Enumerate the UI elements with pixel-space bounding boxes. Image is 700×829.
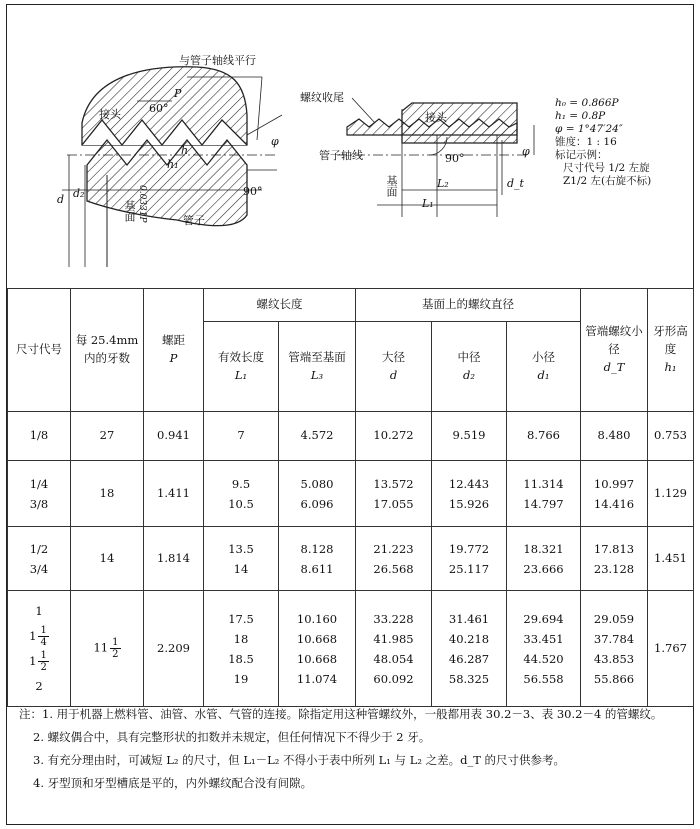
spec-phi: φ = 1°47′24″ bbox=[555, 123, 623, 135]
header-mid: 中径 d₂ bbox=[432, 322, 507, 412]
table-row: 1 1 $\frac{1}{4}$ 1 $\frac{1}{2}$ 2 11 $\frac{1}{2}$ 2.209 17.5 18 18.5 19 10.160 10.668 10.668 11.074 33.228 41.985 48.054 60.092 31.461 40.218 46.287 58.325 29.694 33.451 44.520 56.558 29.059 37.784 43.853 55.866 1.767 bbox=[8, 591, 694, 707]
header-height: 牙形高度 h₁ bbox=[648, 289, 694, 412]
header-thread-length: 螺纹长度 bbox=[204, 289, 356, 322]
label-d2: d₂ bbox=[73, 187, 85, 200]
label-joint: 接头 bbox=[99, 108, 121, 121]
header-minor: 小径 d₁ bbox=[507, 322, 581, 412]
label-thread-tail: 螺纹收尾 bbox=[300, 91, 344, 104]
label-joint-right: 接头 bbox=[425, 111, 447, 124]
table-row: 1/4 3/8 18 1.411 9.5 10.5 5.080 6.096 13.572 17.055 12.443 15.926 11.314 14.797 10.997 14.416 1.129 bbox=[8, 461, 694, 527]
table-row: 1/8 27 0.941 7 4.572 10.272 9.519 8.766 8.480 0.753 bbox=[8, 412, 694, 461]
label-base-right: 基面 bbox=[385, 175, 398, 197]
header-pipe-minor: 管端螺纹小径 d_T bbox=[581, 289, 648, 412]
label-parallel-to-axis: 与管子轴线平行 bbox=[179, 54, 256, 67]
label-L1: L₁ bbox=[422, 197, 434, 210]
label-pipe: 管子 bbox=[183, 214, 205, 227]
label-60-deg: 60° bbox=[149, 102, 169, 115]
notes bbox=[7, 695, 693, 795]
header-pitch: 螺距 P bbox=[144, 289, 204, 412]
note-2: 2. 螺纹偶合中，具有完整形状的扣数并未规定，但任何情况下不得少于 2 牙。 bbox=[33, 730, 431, 744]
label-base-plane: 基面 bbox=[123, 200, 136, 222]
spec-mark: 标记示例： bbox=[555, 149, 608, 161]
header-base-diameter: 基面上的螺纹直径 bbox=[356, 289, 581, 322]
label-d: d bbox=[57, 193, 65, 206]
label-phi-left: φ bbox=[271, 135, 279, 148]
header-major: 大径 d bbox=[356, 322, 432, 412]
spec-example-1: 尺寸代号 1/2 左旋 bbox=[563, 162, 650, 174]
spec-block bbox=[555, 97, 651, 188]
header-end-to-base: 管端至基面 L₃ bbox=[279, 322, 356, 412]
spec-taper: 锥度：1 : 16 bbox=[555, 136, 617, 148]
label-phi-right: φ bbox=[522, 145, 530, 158]
label-0033p: 0.0331P bbox=[137, 185, 147, 223]
note-4: 4. 牙型顶和牙型槽底是平的，内外螺纹配合没有间隙。 bbox=[33, 776, 313, 790]
document-frame bbox=[6, 4, 694, 825]
header-teeth: 每 25.4mm 内的牙数 bbox=[71, 289, 144, 412]
label-L2: L₂ bbox=[437, 177, 449, 190]
table-row: 1/2 3/4 14 1.814 13.5 14 8.128 8.611 21.223 26.568 19.772 25.117 18.321 23.666 17.813 23.128 1.451 bbox=[8, 527, 694, 591]
label-90-deg-right: 90° bbox=[445, 152, 465, 165]
label-h1: h₁ bbox=[167, 158, 179, 171]
spec-h1: h₁ = 0.8P bbox=[555, 110, 606, 122]
header-effective-length: 有效长度 L₁ bbox=[204, 322, 279, 412]
thread-table bbox=[7, 288, 694, 707]
note-3: 3. 有充分理由时，可减短 L₂ 的尺寸，但 L₁－L₂ 不得小于表中所列 L₁ 与 L₂ 之差。d_T 的尺寸供参考。 bbox=[33, 753, 566, 767]
note-1: 注：1. 用于机器上燃料管、油管、水管、气管的连接。除指定用这种管螺纹外，一般都用表 30.2－3、表 30.2－4 的管螺纹。 bbox=[19, 707, 663, 721]
label-dt: d_t bbox=[507, 177, 524, 190]
spec-h0: h₀ = 0.866P bbox=[555, 97, 619, 109]
spec-example-2: Z1/2 左(右旋不标) bbox=[563, 175, 652, 187]
label-pipe-axis: 管子轴线 bbox=[319, 149, 363, 162]
label-pitch: P bbox=[174, 87, 182, 100]
thread-diagram bbox=[7, 5, 693, 289]
header-size: 尺寸代号 bbox=[8, 289, 71, 412]
label-h: h bbox=[181, 144, 189, 157]
label-90-deg-left: 90° bbox=[243, 185, 263, 198]
